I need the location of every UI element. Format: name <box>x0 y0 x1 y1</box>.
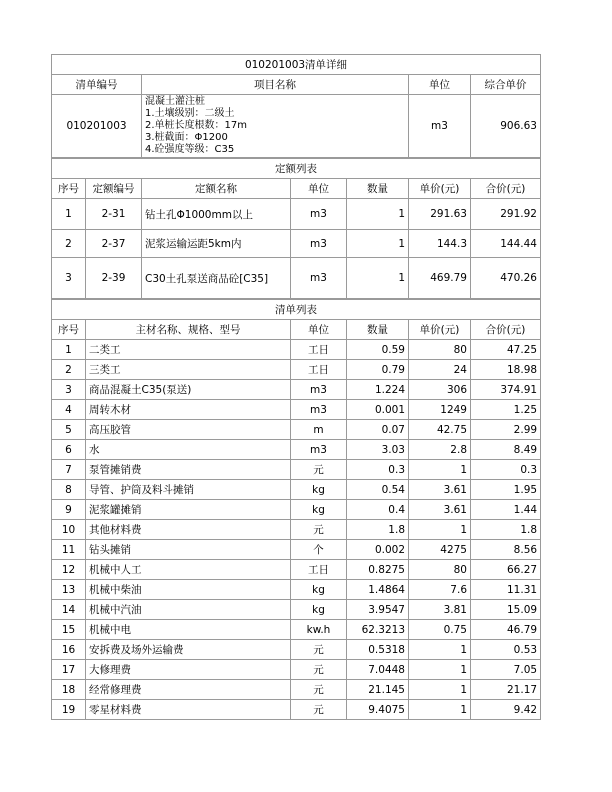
material-row <box>52 420 541 440</box>
material-total: 1.44 <box>471 500 541 520</box>
item-desc-line: 4.砼强度等级：C35 <box>145 144 235 155</box>
bill-detail-sheet <box>51 54 540 720</box>
material-seq: 15 <box>52 620 86 640</box>
item-desc-line: 2.单桩长度根数：17m <box>145 120 248 131</box>
material-unit: 工日 <box>291 340 347 360</box>
material-seq: 6 <box>52 440 86 460</box>
material-unit: 元 <box>291 700 347 720</box>
material-total: 1.25 <box>471 400 541 420</box>
material-qty: 0.5318 <box>347 640 409 660</box>
material-unit-price: 1249 <box>409 400 471 420</box>
sheet-title: 010201003清单详细 <box>52 55 541 75</box>
material-seq: 16 <box>52 640 86 660</box>
material-total: 11.31 <box>471 580 541 600</box>
quota-section-title: 定额列表 <box>52 159 541 179</box>
material-row <box>52 600 541 620</box>
material-qty: 1.224 <box>347 380 409 400</box>
material-row <box>52 620 541 640</box>
material-unit: 元 <box>291 520 347 540</box>
material-row <box>52 460 541 480</box>
col-header-quota-unit: 单位 <box>291 179 347 199</box>
material-unit: 元 <box>291 460 347 480</box>
material-qty: 0.54 <box>347 480 409 500</box>
quota-unit: m3 <box>291 199 347 230</box>
quota-total: 144.44 <box>471 230 541 258</box>
material-unit-price: 7.6 <box>409 580 471 600</box>
material-row <box>52 400 541 420</box>
quota-total: 470.26 <box>471 258 541 299</box>
quota-seq: 1 <box>52 199 86 230</box>
material-total: 15.09 <box>471 600 541 620</box>
material-row <box>52 540 541 560</box>
material-row <box>52 580 541 600</box>
quota-total: 291.92 <box>471 199 541 230</box>
material-unit-price: 42.75 <box>409 420 471 440</box>
material-table <box>51 299 541 720</box>
material-unit: 工日 <box>291 560 347 580</box>
material-name: 水 <box>86 440 291 460</box>
material-unit: m3 <box>291 400 347 420</box>
material-total: 46.79 <box>471 620 541 640</box>
quota-row <box>52 199 541 230</box>
material-qty: 0.8275 <box>347 560 409 580</box>
col-header-item-unit: 单位 <box>409 75 471 95</box>
material-seq: 3 <box>52 380 86 400</box>
material-total: 7.05 <box>471 660 541 680</box>
quota-unit-price: 469.79 <box>409 258 471 299</box>
material-unit: kg <box>291 600 347 620</box>
col-header-material-qty: 数量 <box>347 320 409 340</box>
material-seq: 17 <box>52 660 86 680</box>
quota-code: 2-31 <box>86 199 142 230</box>
material-unit-price: 1 <box>409 520 471 540</box>
material-name: 零星材料费 <box>86 700 291 720</box>
col-header-quota-seq: 序号 <box>52 179 86 199</box>
material-name: 机械中汽油 <box>86 600 291 620</box>
material-name: 其他材料费 <box>86 520 291 540</box>
material-qty: 0.07 <box>347 420 409 440</box>
material-unit-price: 3.81 <box>409 600 471 620</box>
quota-qty: 1 <box>347 199 409 230</box>
material-seq: 5 <box>52 420 86 440</box>
material-seq: 19 <box>52 700 86 720</box>
material-seq: 13 <box>52 580 86 600</box>
material-unit-price: 1 <box>409 660 471 680</box>
material-name: 泵管摊销费 <box>86 460 291 480</box>
quota-unit: m3 <box>291 258 347 299</box>
material-unit-price: 1 <box>409 640 471 660</box>
material-unit-price: 24 <box>409 360 471 380</box>
col-header-material-name: 主材名称、规格、型号 <box>86 320 291 340</box>
col-header-material-seq: 序号 <box>52 320 86 340</box>
material-qty: 62.3213 <box>347 620 409 640</box>
material-row <box>52 560 541 580</box>
col-header-quota-qty: 数量 <box>347 179 409 199</box>
col-header-item-price: 综合单价 <box>471 75 541 95</box>
material-unit-price: 4275 <box>409 540 471 560</box>
quota-unit-price: 144.3 <box>409 230 471 258</box>
material-unit: 元 <box>291 660 347 680</box>
material-seq: 7 <box>52 460 86 480</box>
material-name: 商品混凝土C35(泵送) <box>86 380 291 400</box>
quota-seq: 3 <box>52 258 86 299</box>
col-header-item-code: 清单编号 <box>52 75 142 95</box>
material-unit-price: 1 <box>409 700 471 720</box>
material-seq: 2 <box>52 360 86 380</box>
material-unit: kw.h <box>291 620 347 640</box>
col-header-material-total: 合价(元) <box>471 320 541 340</box>
quota-code: 2-37 <box>86 230 142 258</box>
material-total: 8.56 <box>471 540 541 560</box>
material-unit-price: 1 <box>409 680 471 700</box>
material-total: 9.42 <box>471 700 541 720</box>
material-qty: 3.03 <box>347 440 409 460</box>
quota-name: 钻土孔Φ1000mm以上 <box>142 199 291 230</box>
col-header-quota-unit-price: 单价(元) <box>409 179 471 199</box>
item-description <box>142 95 409 158</box>
material-qty: 9.4075 <box>347 700 409 720</box>
material-total: 1.95 <box>471 480 541 500</box>
material-total: 66.27 <box>471 560 541 580</box>
material-unit: m3 <box>291 440 347 460</box>
material-total: 18.98 <box>471 360 541 380</box>
quota-qty: 1 <box>347 258 409 299</box>
material-name: 安拆费及场外运输费 <box>86 640 291 660</box>
material-unit: 个 <box>291 540 347 560</box>
material-row <box>52 500 541 520</box>
quota-name: 泥浆运输运距5km内 <box>142 230 291 258</box>
material-row <box>52 480 541 500</box>
material-qty: 7.0448 <box>347 660 409 680</box>
col-header-material-unit: 单位 <box>291 320 347 340</box>
material-qty: 21.145 <box>347 680 409 700</box>
col-header-item-name: 项目名称 <box>142 75 409 95</box>
material-unit: kg <box>291 500 347 520</box>
material-unit-price: 2.8 <box>409 440 471 460</box>
col-header-quota-total: 合价(元) <box>471 179 541 199</box>
material-name: 二类工 <box>86 340 291 360</box>
material-row <box>52 640 541 660</box>
material-seq: 11 <box>52 540 86 560</box>
material-row <box>52 680 541 700</box>
quota-qty: 1 <box>347 230 409 258</box>
material-row <box>52 700 541 720</box>
material-name: 周转木材 <box>86 400 291 420</box>
material-unit: 元 <box>291 680 347 700</box>
material-total: 2.99 <box>471 420 541 440</box>
col-header-quota-name: 定额名称 <box>142 179 291 199</box>
material-seq: 9 <box>52 500 86 520</box>
material-qty: 0.79 <box>347 360 409 380</box>
quota-name: C30土孔泵送商品砼[C35] <box>142 258 291 299</box>
material-row <box>52 380 541 400</box>
material-qty: 1.8 <box>347 520 409 540</box>
material-unit-price: 0.75 <box>409 620 471 640</box>
material-name: 钻头摊销 <box>86 540 291 560</box>
quota-row <box>52 258 541 299</box>
item-unit: m3 <box>409 95 471 158</box>
material-qty: 1.4864 <box>347 580 409 600</box>
quota-code: 2-39 <box>86 258 142 299</box>
material-seq: 1 <box>52 340 86 360</box>
material-unit: m <box>291 420 347 440</box>
material-unit: kg <box>291 580 347 600</box>
material-unit: kg <box>291 480 347 500</box>
material-unit-price: 1 <box>409 460 471 480</box>
material-total: 0.53 <box>471 640 541 660</box>
material-rows <box>52 340 541 720</box>
material-row <box>52 520 541 540</box>
material-seq: 12 <box>52 560 86 580</box>
material-unit-price: 3.61 <box>409 500 471 520</box>
item-desc-line: 1.土壤级别：二级土 <box>145 108 235 119</box>
material-row <box>52 360 541 380</box>
item-desc-line: 3.桩截面：Φ1200 <box>145 132 228 143</box>
material-total: 0.3 <box>471 460 541 480</box>
material-unit-price: 3.61 <box>409 480 471 500</box>
material-seq: 18 <box>52 680 86 700</box>
material-unit: m3 <box>291 380 347 400</box>
material-name: 大修理费 <box>86 660 291 680</box>
material-row <box>52 440 541 460</box>
material-unit-price: 306 <box>409 380 471 400</box>
material-unit-price: 80 <box>409 340 471 360</box>
item-code: 010201003 <box>52 95 142 158</box>
material-qty: 0.001 <box>347 400 409 420</box>
material-unit: 工日 <box>291 360 347 380</box>
material-seq: 8 <box>52 480 86 500</box>
material-unit: 元 <box>291 640 347 660</box>
material-row <box>52 340 541 360</box>
material-total: 374.91 <box>471 380 541 400</box>
item-desc-line: 混凝土灌注桩 <box>145 96 205 107</box>
material-name: 机械中人工 <box>86 560 291 580</box>
material-total: 47.25 <box>471 340 541 360</box>
material-seq: 4 <box>52 400 86 420</box>
material-total: 21.17 <box>471 680 541 700</box>
material-name: 机械中电 <box>86 620 291 640</box>
quota-seq: 2 <box>52 230 86 258</box>
quota-unit: m3 <box>291 230 347 258</box>
quota-row <box>52 230 541 258</box>
material-qty: 0.002 <box>347 540 409 560</box>
material-name: 导管、护筒及料斗摊销 <box>86 480 291 500</box>
col-header-material-unit-price: 单价(元) <box>409 320 471 340</box>
material-section-title: 清单列表 <box>52 300 541 320</box>
material-seq: 10 <box>52 520 86 540</box>
item-price: 906.63 <box>471 95 541 158</box>
material-total: 8.49 <box>471 440 541 460</box>
material-name: 机械中柴油 <box>86 580 291 600</box>
quota-unit-price: 291.63 <box>409 199 471 230</box>
material-name: 经常修理费 <box>86 680 291 700</box>
material-qty: 0.4 <box>347 500 409 520</box>
item-table <box>51 54 541 158</box>
material-qty: 0.3 <box>347 460 409 480</box>
material-qty: 3.9547 <box>347 600 409 620</box>
material-total: 1.8 <box>471 520 541 540</box>
material-seq: 14 <box>52 600 86 620</box>
material-name: 泥浆罐摊销 <box>86 500 291 520</box>
material-qty: 0.59 <box>347 340 409 360</box>
material-name: 三类工 <box>86 360 291 380</box>
material-name: 高压胶管 <box>86 420 291 440</box>
quota-table <box>51 158 541 299</box>
material-row <box>52 660 541 680</box>
material-unit-price: 80 <box>409 560 471 580</box>
col-header-quota-code: 定额编号 <box>86 179 142 199</box>
